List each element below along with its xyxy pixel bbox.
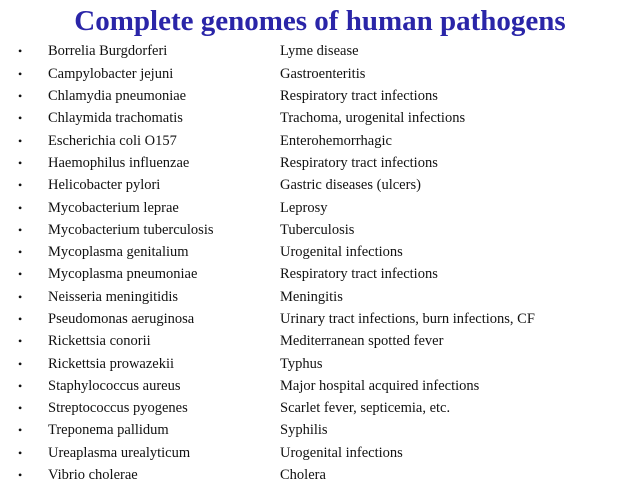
disease-name: Scarlet fever, septicemia, etc. [280,401,451,416]
bullet-icon: • [18,378,23,393]
disease-name: Respiratory tract infections [280,267,438,282]
list-item [0,89,640,111]
disease-name: Urogenital infections [280,445,403,461]
organism-name: Pseudomonas aeruginosa [48,312,195,327]
bullet-icon: • [18,356,23,371]
bullet-icon: • [18,155,23,170]
list-item [0,201,640,223]
list-item [0,312,640,334]
bullet-icon: • [18,445,23,460]
disease-name: Urogenital infections [280,245,403,260]
bullet-icon: • [18,401,23,416]
list-item [0,357,640,379]
list-item [0,267,640,289]
list-item [0,156,640,178]
organism-name: Staphylococcus aureus [48,378,181,394]
organism-name: Mycobacterium leprae [48,200,179,216]
disease-name: Gastric diseases (ulcers) [280,178,421,193]
bullet-icon: • [18,267,23,282]
page-title: Complete genomes of human pathogens [74,5,566,37]
list-item [0,401,640,423]
bullet-icon: • [18,312,23,326]
organism-name: Escherichia coli O157 [48,133,177,149]
list-item [0,111,640,133]
disease-name: Cholera [280,468,326,483]
list-item [0,468,640,490]
organism-name: Mycoplasma pneumoniae [48,267,198,282]
organism-name: Neisseria meningitidis [48,289,179,305]
bullet-icon: • [18,289,23,304]
disease-name: Leprosy [280,200,328,216]
bullet-icon: • [18,89,23,104]
list-item [0,334,640,356]
bullet-icon: • [18,468,23,483]
list-item [0,178,640,200]
disease-name: Trachoma, urogenital infections [280,111,466,126]
organism-name: Mycobacterium tuberculosis [48,222,214,238]
list-item [0,245,640,267]
organism-name: Campylobacter jejuni [48,66,174,82]
bullet-icon: • [18,44,23,59]
organism-name: Chlamydia pneumoniae [48,89,187,104]
organism-name: Vibrio cholerae [48,468,138,483]
bullet-icon: • [18,334,23,349]
list-item [0,44,640,66]
disease-name: Syphilis [280,423,328,438]
organism-name: Ureaplasma urealyticum [48,445,191,461]
organism-name: Rickettsia prowazekii [48,356,175,372]
disease-name: Enterohemorrhagic [280,133,392,149]
organism-name: Treponema pallidum [48,423,169,438]
list-item [0,379,640,401]
list-item [0,423,640,445]
bullet-icon: • [18,245,23,260]
bullet-icon: • [18,222,23,237]
organism-name: Helicobacter pylori [48,178,161,193]
disease-name: Major hospital acquired infections [280,378,480,394]
organism-name: Borrelia Burgdorferi [48,44,168,59]
organism-name: Streptococcus pyogenes [48,401,188,416]
bullet-icon: • [18,133,23,148]
list-item [0,446,640,468]
list-item [0,134,640,156]
bullet-icon: • [18,66,23,81]
list-item [0,290,640,312]
bullet-icon: • [18,178,23,193]
disease-name: Tuberculosis [280,222,355,238]
disease-name: Respiratory tract infections [280,89,438,104]
bullet-icon: • [18,111,23,126]
list-item [0,223,640,245]
organism-name: Rickettsia conorii [48,334,151,349]
disease-name: Meningitis [280,289,343,305]
disease-name: Urinary tract infections, burn infections, CF [280,312,535,327]
disease-name: Gastroenteritis [280,66,366,82]
disease-name: Mediterranean spotted fever [280,334,444,349]
list-item [0,67,640,89]
organism-name: Haemophilus influenzae [48,155,190,171]
disease-name: Lyme disease [280,44,359,59]
bullet-icon: • [18,423,23,438]
disease-name: Respiratory tract infections [280,155,438,171]
pathogen-list [0,44,640,490]
organism-name: Chlaymida trachomatis [48,111,183,126]
disease-name: Typhus [280,356,323,372]
bullet-icon: • [18,200,23,215]
organism-name: Mycoplasma genitalium [48,245,189,260]
